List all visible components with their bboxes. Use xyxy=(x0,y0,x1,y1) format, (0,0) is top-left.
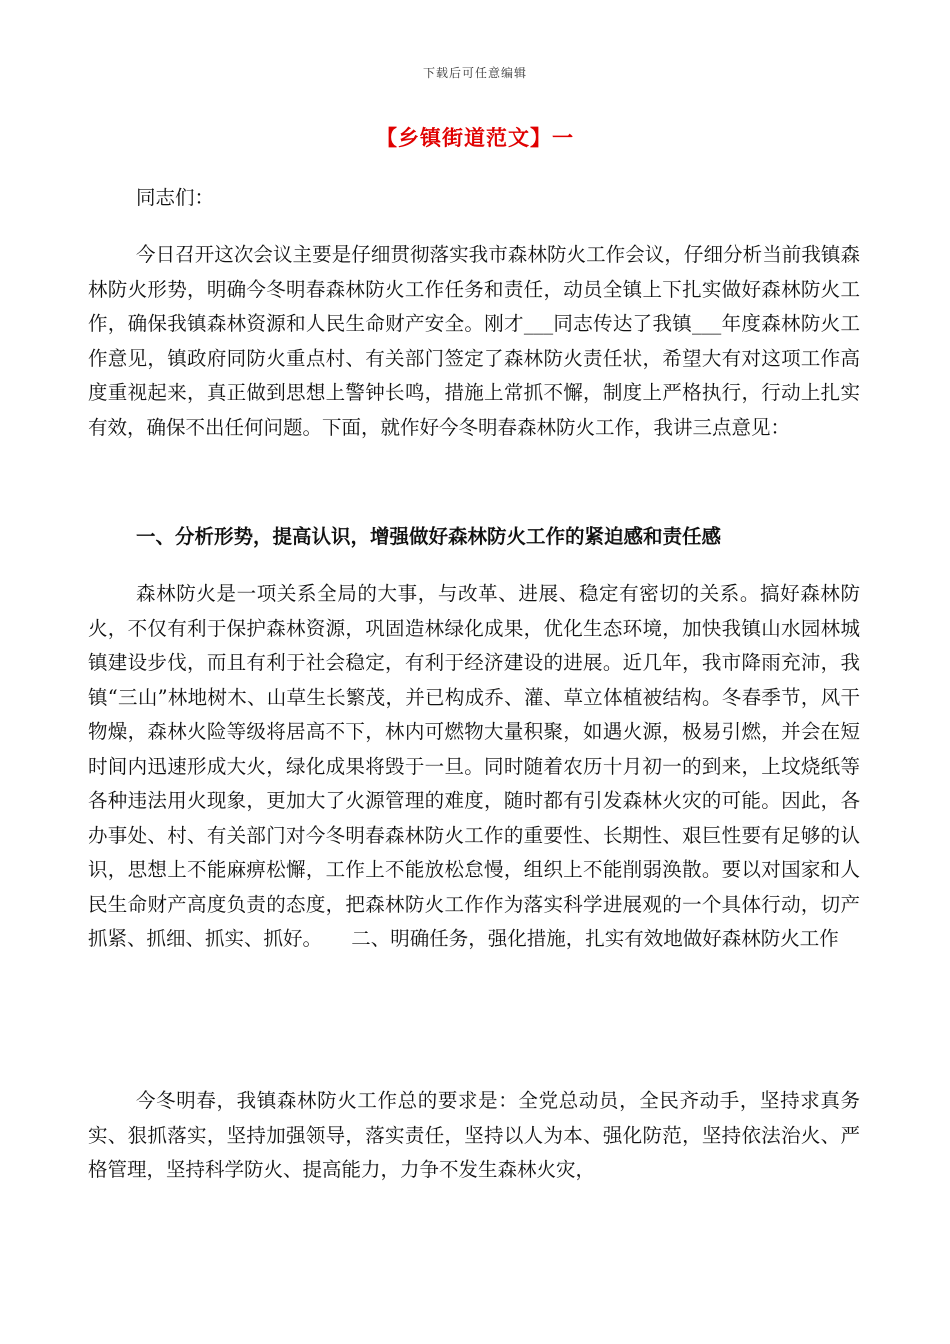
header-note: 下载后可任意编辑 xyxy=(422,66,527,80)
section-heading-1: 一、分析形势，提高认识，增强做好森林防火工作的紧迫感和责任感 xyxy=(136,525,722,548)
paragraph-2: 森林防火是一项关系全局的大事，与改革、进展、稳定有密切的关系。搞好森林防火，不仅有利于保护森林资源，巩固造林绿化成果，优化生态环境，加快我镇山水园林城镇建设步伐，而且有利于社会稳定，有利于经济建设的进展。近几年，我市降雨充沛，我镇“三山”林地树木、山草生长繁茂，并已构成乔、灌、草立体植被结构。冬春季节，风干物燥，森林火险等级将居高不下，林内可燃物大量积聚，如遇火源，极易引燃，并会在短时间内迅速形成大火，绿化成果将毁于一旦。同时随着农历十月初一的到来，上坟烧纸等各种违法用火现象，更加大了火源管理的难度，随时都有引发森林火灾的可能。因此，各办事处、村、有关部门对今冬明春森林防火工作的重要性、长期性、艰巨性要有足够的认识，思想上不能麻痹松懈，工作上不能放松怠慢，组织上不能削弱涣散。要以对国家和人民生命财产高度负责的态度，把森林防火工作作为落实科学进展观的一个具体行动，切产抓紧、抓细、抓实、抓好。 二、明确任务，强化措施，扎实有效地做好森林防火工作 xyxy=(88,582,860,950)
paragraph-3: 今冬明春，我镇森林防火工作总的要求是：全党总动员，全民齐动手，坚持求真务实、狠抓落实，坚持加强领导，落实责任，坚持以人为本、强化防范，坚持依法治火、严格管理，坚持科学防火、提高能力，力争不发生森林火灾， xyxy=(88,1089,860,1181)
document-title: 【乡镇街道范文】一 xyxy=(376,125,574,150)
paragraph-1: 今日召开这次会议主要是仔细贯彻落实我市森林防火工作会议，仔细分析当前我镇森林防火形势，明确今冬明春森林防火工作任务和责任，动员全镇上下扎实做好森林防火工作，确保我镇森林资源和人民生命财产安全。刚才___同志传达了我镇___年度森林防火工作意见，镇政府同防火重点村、有关部门签定了森林防火责任状，希望大有对这项工作高度重视起来，真正做到思想上警钟长鸣，措施上常抓不懈，制度上严格执行，行动上扎实有效，确保不出任何问题。下面，就作好今冬明春森林防火工作，我讲三点意见： xyxy=(88,243,860,439)
greeting: 同志们： xyxy=(136,186,215,209)
